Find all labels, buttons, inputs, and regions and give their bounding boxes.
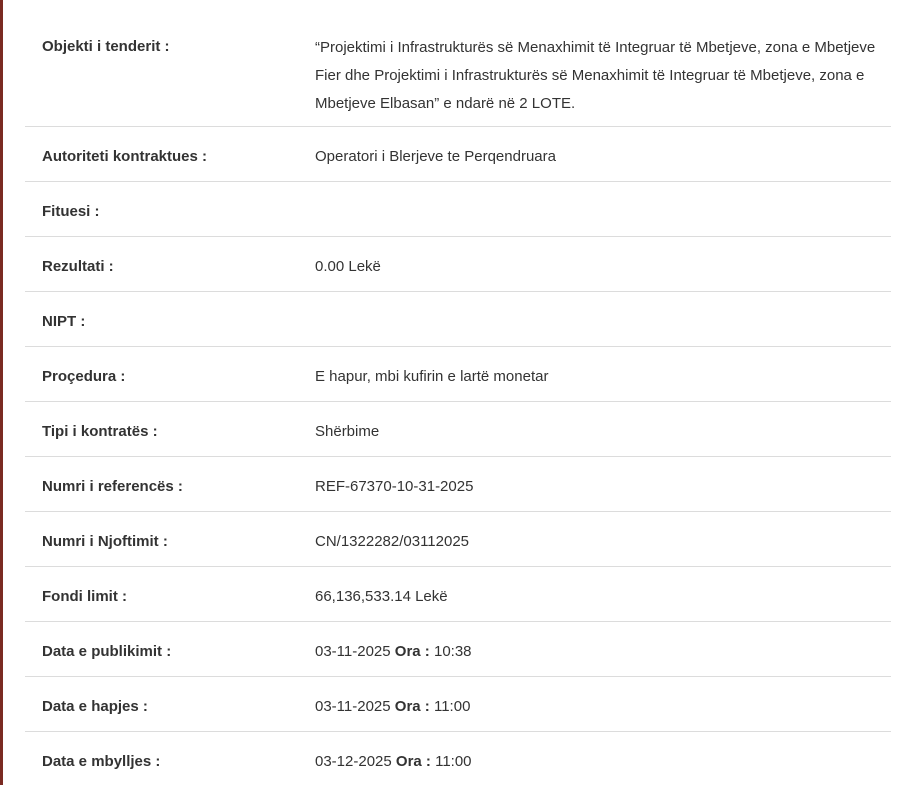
row-label: Data e hapjes : (42, 698, 148, 715)
table-row-objekti (25, 18, 891, 127)
row-value (315, 182, 891, 203)
row-label: Proçedura : (42, 368, 126, 385)
table-row-data-mbylljes (25, 732, 891, 785)
table-row-numri-references (25, 457, 891, 512)
table-row-tipi-kontrates (25, 402, 891, 457)
row-label: Objekti i tenderit : (42, 38, 170, 55)
row-value: REF-67370-10-31-2025 (315, 478, 474, 495)
row-label: Data e mbylljes : (42, 753, 161, 770)
row-label: Autoriteti kontraktues : (42, 148, 208, 165)
row-value: E hapur, mbi kufirin e lartë monetar (315, 368, 549, 385)
row-label: NIPT : (42, 313, 86, 330)
table-row-nipt (25, 292, 891, 347)
table-row-data-publikimit (25, 622, 891, 677)
date-value: 03-12-2025 (315, 753, 392, 770)
time-value: 10:38 (433, 643, 472, 660)
date-value: 03-11-2025 (315, 643, 391, 660)
row-label: Numri i Njoftimit : (42, 533, 168, 550)
table-row-data-hapjes (25, 677, 891, 732)
left-border-accent (0, 0, 3, 785)
row-value: Shërbime (315, 423, 380, 440)
row-label: Tipi i kontratës : (42, 423, 158, 440)
table-row-procedura (25, 347, 891, 402)
row-label: Numri i referencës : (42, 478, 183, 495)
date-value: 03-11-2025 (315, 698, 391, 715)
row-label: Fituesi : (42, 203, 100, 220)
row-value: 66,136,533.14 Lekë (315, 588, 448, 605)
row-value (315, 292, 891, 313)
row-value (315, 732, 891, 771)
time-value: 11:00 (433, 698, 471, 715)
table-row-fondi-limit (25, 567, 891, 622)
row-label: Rezultati : (42, 258, 114, 275)
table-row-fituesi (25, 182, 891, 237)
row-value (315, 622, 891, 661)
table-row-autoriteti (25, 127, 891, 182)
time-value: 11:00 (435, 753, 472, 770)
time-label: Ora : (394, 643, 430, 660)
row-value: 0.00 Lekë (315, 258, 381, 275)
row-label: Fondi limit : (42, 588, 127, 605)
table-row-rezultati (25, 237, 891, 292)
tender-details-table (25, 18, 891, 785)
row-value: Operatori i Blerjeve te Perqendruara (315, 148, 556, 165)
table-row-numri-njoftimit (25, 512, 891, 567)
row-value (315, 677, 891, 716)
row-value: CN/1322282/03112025 (315, 533, 470, 550)
row-label: Data e publikimit : (42, 643, 172, 660)
time-label: Ora : (394, 698, 430, 715)
row-value: “Projektimi i Infrastrukturës së Menaxhimit të Integruar të Mbetjeve, zona e Mbetjeve Fier dhe Projektimi i Infrastrukturës së Menaxhimit të Integruar të Mbetjeve, zona e Mbetjeve Elbasan” e ndarë në 2 LOTE. (315, 39, 876, 112)
time-label: Ora : (395, 753, 431, 770)
